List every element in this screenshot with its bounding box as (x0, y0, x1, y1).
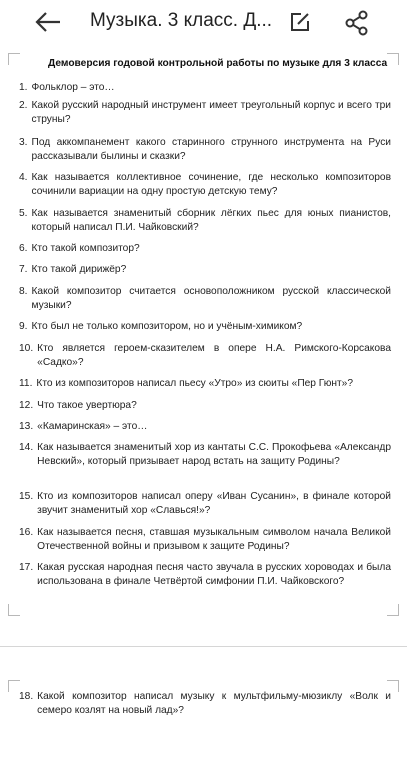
question-number: 7. (19, 264, 28, 275)
question-text: Кто является героем-сказителем в опере Н.А. Римского-Корсакова «Садко»? (37, 343, 391, 368)
question-text: Как называется песня, ставшая музыкальным символом начала Великой Отечественной войны и призывом к защите Родины? (37, 527, 391, 552)
question-text: Фольклор – это… (31, 82, 115, 93)
question-text: Как называется знаменитый хор из кантаты С.С. Прокофьева «Александр Невский», который призывает народ встать на защиту Родины? (37, 442, 391, 467)
page-divider (0, 646, 407, 647)
question-text: Кто из композиторов написал оперу «Иван Сусанин», в финале которой звучит знаменитый хор «Славься!»? (37, 491, 391, 516)
question-item (19, 81, 391, 95)
question-item (19, 99, 391, 127)
question-number: 2. (19, 100, 28, 111)
question-text: Кто был не только композитором, но и учёным-химиком? (31, 321, 303, 332)
question-text: Кто из композиторов написал пьесу «Утро» из сюиты «Пер Гюнт»? (36, 378, 354, 389)
question-item (19, 171, 391, 199)
question-text: Какой композитор считается основоположником русской классической музыки? (31, 286, 391, 311)
question-item (19, 136, 391, 164)
question-number: 14. (19, 442, 34, 453)
question-number: 4. (19, 172, 28, 183)
question-number: 6. (19, 243, 28, 254)
question-number: 18. (19, 691, 34, 702)
back-arrow-icon[interactable] (34, 10, 62, 34)
question-text: Кто такой композитор? (31, 243, 140, 254)
question-item (19, 342, 391, 370)
question-number: 12. (19, 400, 34, 411)
page-corner-mark (387, 604, 399, 616)
question-item (19, 285, 391, 313)
app-bar (0, 0, 407, 46)
question-item (19, 263, 391, 277)
page-corner-mark (8, 604, 20, 616)
question-item (19, 490, 391, 518)
question-number: 10. (19, 343, 34, 354)
question-text: «Камаринская» – это… (37, 421, 148, 432)
document-title-bar: Музыка. 3 класс. Д... (90, 10, 272, 31)
question-item (19, 420, 391, 434)
question-number: 11. (19, 378, 33, 389)
question-item (19, 320, 391, 334)
question-item (19, 377, 391, 391)
question-text: Какой композитор написал музыку к мультфильму-мюзиклу «Волк и семеро козлят на новый лад»? (37, 691, 391, 716)
question-item (19, 441, 391, 469)
question-text: Что такое увертюра? (37, 400, 137, 411)
question-number: 5. (19, 208, 28, 219)
question-item (19, 690, 391, 718)
question-text: Какая русская народная песня часто звучала в русских хороводах и была использована в финале Четвёртой симфонии П.И. Чайковского? (37, 562, 391, 587)
question-number: 17. (19, 562, 34, 573)
edit-icon[interactable] (289, 11, 311, 33)
question-number: 16. (19, 527, 34, 538)
document-heading: Демоверсия годовой контрольной работы по музыке для 3 класса (48, 58, 388, 69)
question-number: 9. (19, 321, 28, 332)
question-item (19, 526, 391, 554)
question-number: 3. (19, 137, 28, 148)
question-item (19, 242, 391, 256)
question-text: Под аккомпанемент какого старинного струнного инструмента на Руси рассказывали былины и сказки? (31, 137, 391, 162)
question-text: Какой русский народный инструмент имеет треугольный корпус и всего три струны? (31, 100, 391, 125)
question-number: 13. (19, 421, 34, 432)
question-text: Как называется знаменитый сборник лёгких пьес для юных пианистов, который написал П.И. Чайковский? (31, 208, 391, 233)
question-item (19, 207, 391, 235)
question-text: Кто такой дирижёр? (31, 264, 127, 275)
question-number: 1. (19, 82, 28, 93)
question-item (19, 561, 391, 589)
question-number: 15. (19, 491, 34, 502)
question-number: 8. (19, 286, 28, 297)
question-text: Как называется коллективное сочинение, где несколько композиторов сочинили вариации на одну простую детскую тему? (31, 172, 391, 197)
question-item (19, 399, 391, 413)
page-corner-mark (8, 53, 20, 65)
share-icon[interactable] (344, 10, 370, 36)
